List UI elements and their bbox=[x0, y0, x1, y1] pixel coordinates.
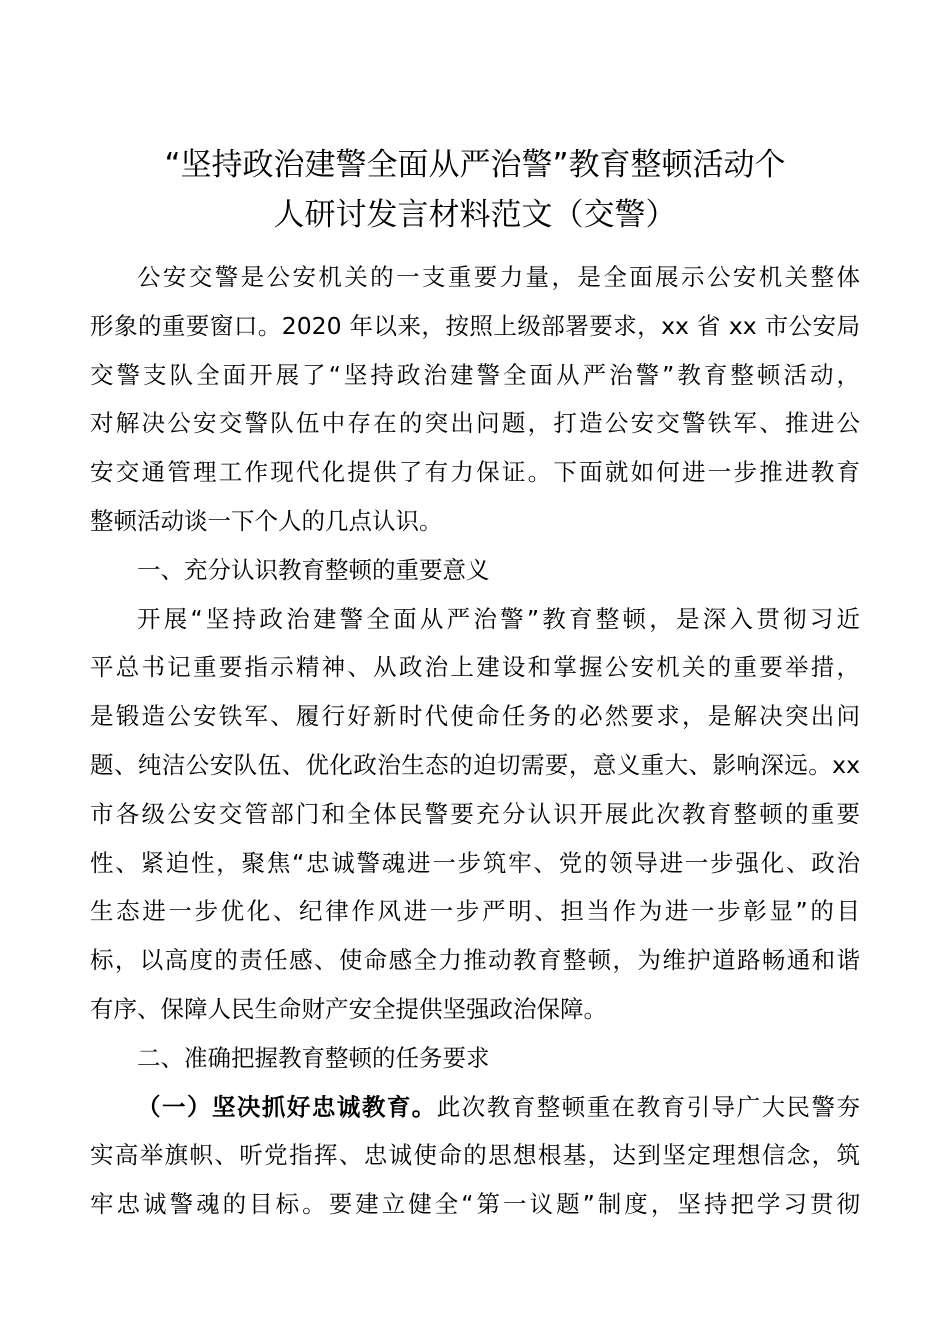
title-line-1: “坚持政治建警全面从严治警”教育整顿活动个 bbox=[164, 147, 786, 183]
text-line: 平总书记重要指示精神、从政治上建设和掌握公安机关的重要举措， bbox=[90, 653, 860, 682]
section-heading-1 bbox=[90, 546, 860, 595]
text-line: 整顿活动谈一下个人的几点认识。 bbox=[90, 506, 443, 535]
text-line: 生态进一步优化、纪律作风进一步严明、担当作为进一步彰显”的目 bbox=[90, 897, 860, 926]
text-line: 开展“坚持政治建警全面从严治警”教育整顿，是深入贯彻习近 bbox=[137, 604, 860, 633]
text-line: 题、纯洁公安队伍、优化政治生态的迫切需要，意义重大、影响深远。xx bbox=[90, 750, 860, 779]
text-line: 有序、保障人民生命财产安全提供坚强政治保障。 bbox=[90, 994, 607, 1023]
text-line: 性、紧迫性，聚焦“忠诚警魂进一步筑牢、党的领导进一步强化、政治 bbox=[90, 848, 860, 877]
paragraph-intro bbox=[90, 253, 860, 546]
text-line: 公安交警是公安机关的一支重要力量，是全面展示公安机关整体 bbox=[137, 263, 860, 291]
text-line: 市各级公安交管部门和全体民警要充分认识开展此次教育整顿的重要 bbox=[90, 799, 860, 828]
heading-text: 二、准确把握教育整顿的任务要求 bbox=[137, 1043, 490, 1072]
text-line: 牢忠诚警魂的目标。要建立健全“第一议题”制度，坚持把学习贯彻 bbox=[90, 1190, 860, 1219]
document-body bbox=[90, 253, 860, 1229]
text-line: 对解决公安交警队伍中存在的突出问题，打造公安交警铁军、推进公 bbox=[90, 409, 860, 438]
text-line: 实高举旗帜、听党指挥、忠诚使命的思想根基，达到坚定理想信念，筑 bbox=[90, 1141, 860, 1170]
paragraph-significance bbox=[90, 595, 860, 1034]
paragraph-loyalty-education bbox=[90, 1083, 860, 1229]
text-line: 形象的重要窗口。2020 年以来，按照上级部署要求，xx 省 xx 市公安局 bbox=[90, 311, 860, 340]
text-line: 交警支队全面开展了“坚持政治建警全面从严治警”教育整顿活动， bbox=[90, 360, 860, 389]
text-line bbox=[90, 1083, 860, 1132]
heading-text: 一、充分认识教育整顿的重要意义 bbox=[137, 555, 490, 584]
title-line-2: 人研讨发言材料范文（交警） bbox=[273, 197, 677, 233]
subheading-lead: （一）坚决抓好忠诚教育。 bbox=[137, 1092, 437, 1121]
text-line: 是锻造公安铁军、履行好新时代使命任务的必然要求，是解决突出问 bbox=[90, 702, 860, 731]
document-title bbox=[90, 140, 860, 240]
section-heading-2 bbox=[90, 1034, 860, 1083]
text-line: 安交通管理工作现代化提供了有力保证。下面就如何进一步推进教育 bbox=[90, 458, 860, 487]
text-line: 标，以高度的责任感、使命感全力推动教育整顿，为维护道路畅通和谐 bbox=[90, 946, 860, 975]
text-fragment: 此次教育整顿重在教育引导广大民警夯 bbox=[436, 1092, 861, 1121]
